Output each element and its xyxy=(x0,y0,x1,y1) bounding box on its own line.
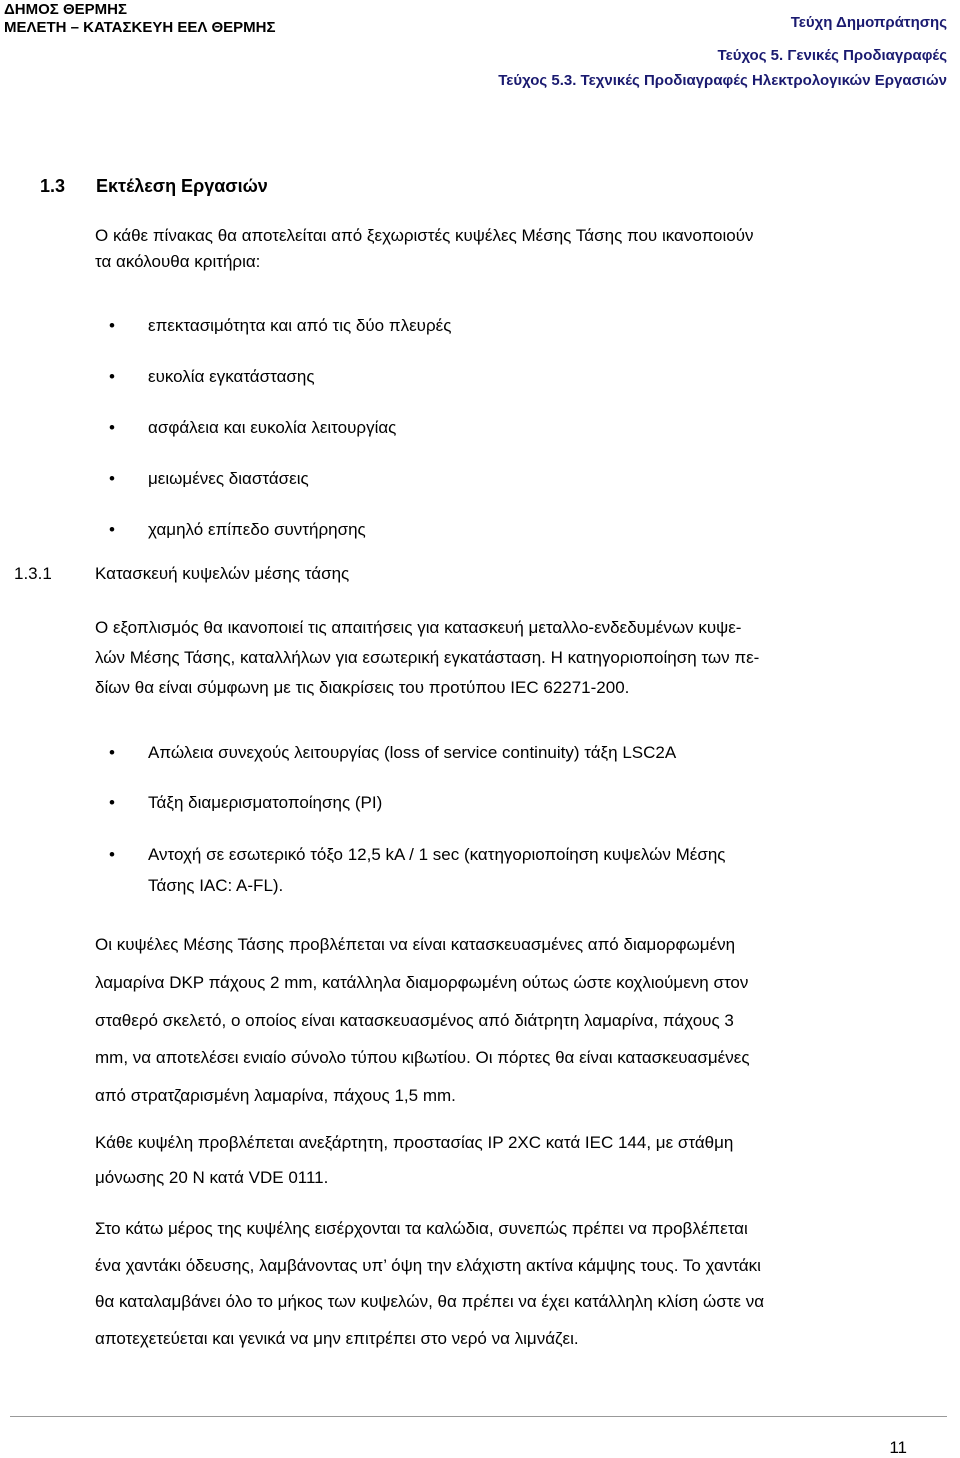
page-number: 11 xyxy=(889,1438,907,1457)
section-heading xyxy=(40,176,268,197)
list-item: • μειωμένες διαστάσεις xyxy=(95,466,945,492)
text-line: • Αντοχή σε εσωτερικό τόξο 12,5 kA / 1 sec (κατηγοριοποίηση κυψελών Μέσης xyxy=(148,845,726,864)
paragraph-equipment xyxy=(95,613,942,703)
text-line: Στο κάτω μέρος της κυψέλης εισέρχονται τα καλώδια, συνεπώς πρέπει να προβλέπεται xyxy=(95,1219,748,1238)
list-item xyxy=(95,839,945,901)
text-line: mm, να αποτελέσει ενιαίο σύνολο τύπου κιβωτίου. Οι πόρτες θα είναι κατασκευασμένες xyxy=(95,1048,750,1068)
text-line: από στρατζαρισμένη λαμαρίνα, πάχους 1,5 mm. xyxy=(95,1086,456,1106)
header-left xyxy=(4,1,276,37)
subsection-title: Κατασκευή κυψελών μέσης τάσης xyxy=(95,564,350,583)
text-line: αποτεχετεύεται και γενικά να μην επιτρέπει στο νερό να λιμνάζει. xyxy=(95,1328,579,1348)
header-subvolume: Τεύχος 5.3. Τεχνικές Προδιαγραφές Ηλεκτρολογικών Εργασιών xyxy=(498,72,947,89)
header-org-name: ΔΗΜΟΣ ΘΕΡΜΗΣ xyxy=(4,1,127,18)
criteria-list xyxy=(95,313,945,568)
text-line: • Τάξη διαμερισματοποίησης (PI) xyxy=(148,792,383,812)
list-item: • ασφάλεια και ευκολία λειτουργίας xyxy=(95,415,945,441)
header-doc-set: Τεύχη Δημοπράτησης xyxy=(790,14,947,31)
text-line: θα καταλαμβάνει όλο το μήκος των κυψελών, θα πρέπει να έχει κατάλληλη κλίση ώστε να xyxy=(95,1292,765,1311)
text-line: ένα χαντάκι όδευσης, λαμβάνοντας υπ’ όψη την ελάχιστη ακτίνα κάμψης τους. Το χαντάκι xyxy=(95,1255,761,1275)
header-project-name: ΜΕΛΕΤΗ – ΚΑΤΑΣΚΕΥΗ ΕΕΛ ΘΕΡΜΗΣ xyxy=(4,19,276,36)
text-line: δίων θα είναι σύμφωνη με τις διακρίσεις του προτύπου IEC 62271-200. xyxy=(95,678,630,697)
list-item: • ευκολία εγκατάστασης xyxy=(95,364,945,390)
text-line: Κάθε κυψέλη προβλέπεται ανεξάρτητη, προστασίας IP 2XC κατά IEC 144, με στάθμη xyxy=(95,1133,734,1152)
text-line: σταθερό σκελετό, ο οποίος είναι κατασκευασμένος από διάτρητη λαμαρίνα, πάχους 3 xyxy=(95,1010,734,1030)
section-intro xyxy=(95,223,942,274)
paragraph-construction xyxy=(95,926,942,1115)
text-line: • Απώλεια συνεχούς λειτουργίας (loss of service continuity) τάξη LSC2A xyxy=(148,743,677,762)
features-list xyxy=(95,740,945,926)
list-item xyxy=(95,740,945,765)
text-line: λαμαρίνα DKP πάχους 2 mm, κατάλληλα διαμορφωμένη ούτως ώστε κοχλιούμενη στον xyxy=(95,972,749,992)
text-line: Οι κυψέλες Μέσης Τάσης προβλέπεται να είναι κατασκευασμένες από διαμορφωμένη xyxy=(95,935,736,954)
subsection-number: 1.3.1 xyxy=(14,564,52,583)
section-number: 1.3 xyxy=(40,176,66,196)
paragraph-protection xyxy=(95,1125,942,1195)
footer-divider xyxy=(10,1416,947,1417)
header-volume: Τεύχος 5. Γενικές Προδιαγραφές xyxy=(717,47,947,64)
text-line: Ο εξοπλισμός θα ικανοποιεί τις απαιτήσεις για κατασκευή μεταλλο-ενδεδυμένων κυψε- xyxy=(95,618,742,637)
header-right xyxy=(498,13,947,92)
section-title: Εκτέλεση Εργασιών xyxy=(96,176,268,196)
text-line: μόνωσης 20 Ν κατά VDE 0111. xyxy=(95,1168,329,1187)
list-item: • επεκτασιμότητα και από τις δύο πλευρές xyxy=(95,313,945,339)
text-line: λών Μέσης Τάσης, καταλλήλων για εσωτερική εγκατάσταση. Η κατηγοριοποίηση των πε- xyxy=(95,648,760,667)
text-line: Τάσης IAC: A-FL). xyxy=(148,876,284,895)
list-item: • χαμηλό επίπεδο συντήρησης xyxy=(95,517,945,543)
text-line: τα ακόλουθα κριτήρια: xyxy=(95,251,261,271)
text-line: Ο κάθε πίνακας θα αποτελείται από ξεχωριστές κυψέλες Μέσης Τάσης που ικανοποιούν xyxy=(95,226,754,245)
list-item xyxy=(95,790,945,815)
paragraph-cabling xyxy=(95,1211,942,1357)
